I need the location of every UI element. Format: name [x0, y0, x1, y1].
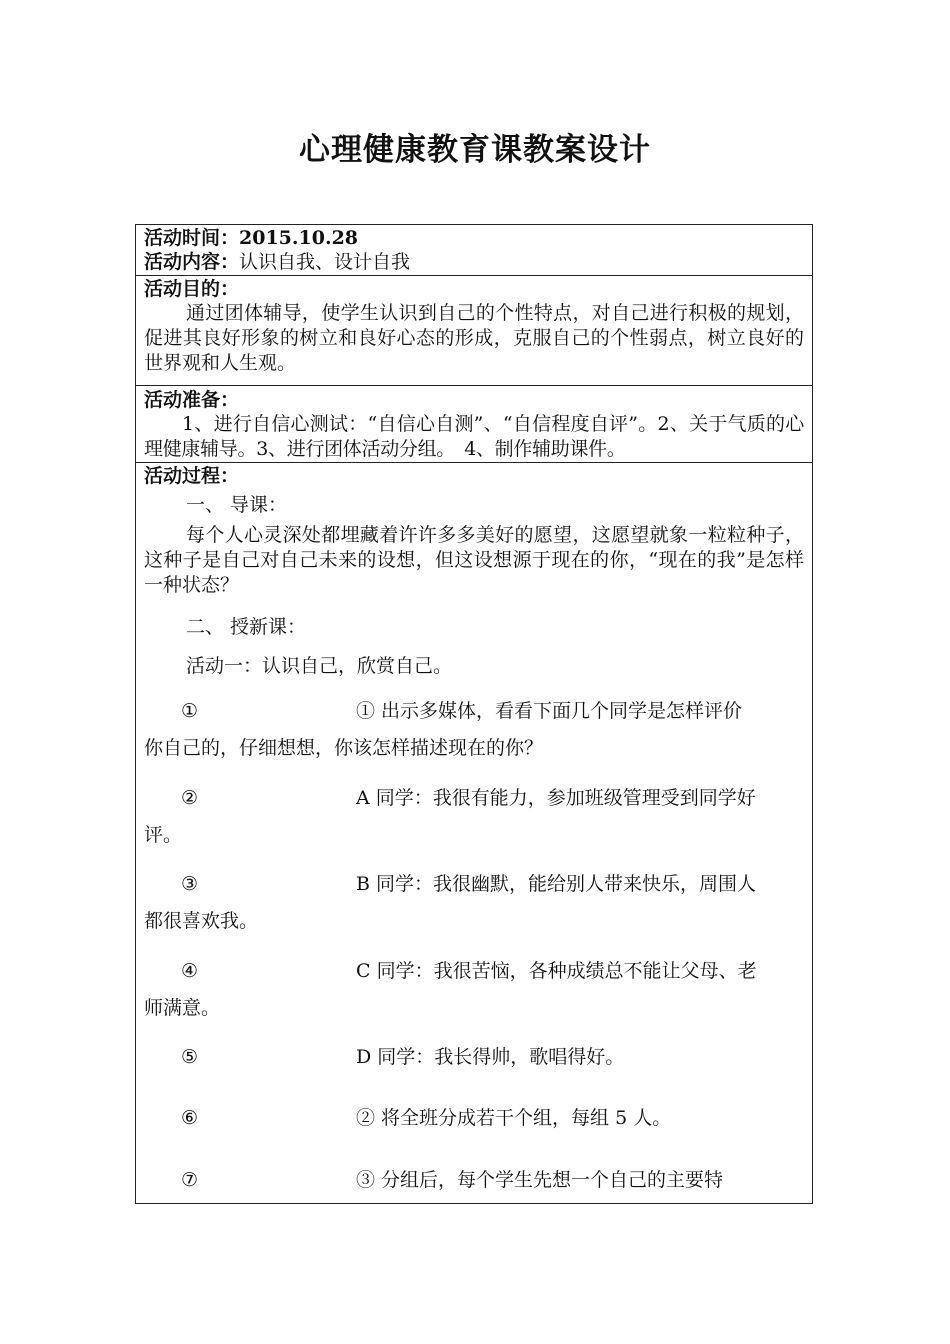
- activity-content-label: 活动内容：: [144, 251, 240, 273]
- list-item-text: C 同学：我很苦恼，各种成绩总不能让父母、老: [356, 960, 757, 982]
- activity-time: [144, 226, 804, 250]
- list-item-continuation: 你自己的，仔细想想，你该怎样描述现在的你？: [144, 737, 544, 759]
- process-label: 活动过程：: [144, 465, 240, 487]
- activity-content: [144, 250, 804, 274]
- activity-time-label: 活动时间：: [144, 227, 240, 249]
- section-new-lesson-heading: 二、 授新课：: [186, 616, 307, 638]
- section-intro-heading: 一、 导课：: [186, 494, 288, 516]
- intro-paragraph: 每个人心灵深处都埋藏着许许多多美好的愿望，这愿望就象一粒粒种子，这种子是自己对自己未来的设想，但这设想源于现在的你，“现在的我”是怎样一种状态？: [144, 524, 804, 596]
- list-number: ⑦: [181, 1169, 199, 1191]
- list-item-text: D 同学：我长得帅，歌唱得好。: [356, 1046, 625, 1068]
- purpose-label: 活动目的：: [144, 278, 240, 300]
- list-item-continuation: 师满意。: [144, 997, 221, 1019]
- list-number: ④: [181, 960, 199, 982]
- list-item-text: B 同学：我很幽默，能给别人带来快乐，周围人: [356, 873, 757, 895]
- list-item-text: ① 出示多媒体，看看下面几个同学是怎样评价: [356, 700, 743, 722]
- activity-time-value: 2015.10.28: [239, 227, 359, 249]
- activity-content-value: 认识自我、设计自我: [239, 251, 411, 273]
- list-number: ⑥: [181, 1107, 199, 1129]
- list-number: ①: [181, 700, 199, 722]
- info-row: [136, 225, 812, 276]
- activity-one-heading: 活动一：认识自己，欣赏自己。: [186, 655, 453, 677]
- list-item: [144, 953, 804, 1027]
- preparation-text: 1、进行自信心测试：“自信心自测”、“自信程度自评”。2、关于气质的心理健康辅导。3、进行团体活动分组。 4、制作辅助课件。: [144, 413, 804, 460]
- list-number: ②: [181, 787, 199, 809]
- purpose-text: 通过团体辅导，使学生认识到自己的个性特点，对自己进行积极的规划，促进其良好形象的树立和良好心态的形成，克服自己的个性弱点，树立良好的世界观和人生观。: [144, 302, 804, 374]
- list-item: [144, 1100, 804, 1137]
- lesson-plan-table: [135, 224, 813, 1204]
- list-item: [144, 1162, 804, 1199]
- list-number: ⑤: [181, 1046, 199, 1068]
- list-item: [144, 693, 804, 767]
- list-item: [144, 780, 804, 854]
- list-number: ③: [181, 873, 199, 895]
- list-item-text: A 同学：我很有能力，参加班级管理受到同学好: [356, 787, 756, 809]
- list-item-text: ② 将全班分成若干个组，每组 5 人。: [356, 1107, 672, 1129]
- purpose-row: [136, 275, 812, 386]
- process-row: [136, 462, 812, 1203]
- list-item-continuation: 评。: [144, 824, 183, 846]
- list-item: [144, 1039, 804, 1076]
- list-item-continuation: 都很喜欢我。: [144, 910, 259, 932]
- preparation-label: 活动准备：: [144, 389, 240, 411]
- list-item-text: ③ 分组后，每个学生先想一个自己的主要特: [356, 1169, 724, 1191]
- preparation-row: [136, 385, 812, 463]
- list-item: [144, 866, 804, 940]
- page-title: 心理健康教育课教案设计: [299, 132, 651, 168]
